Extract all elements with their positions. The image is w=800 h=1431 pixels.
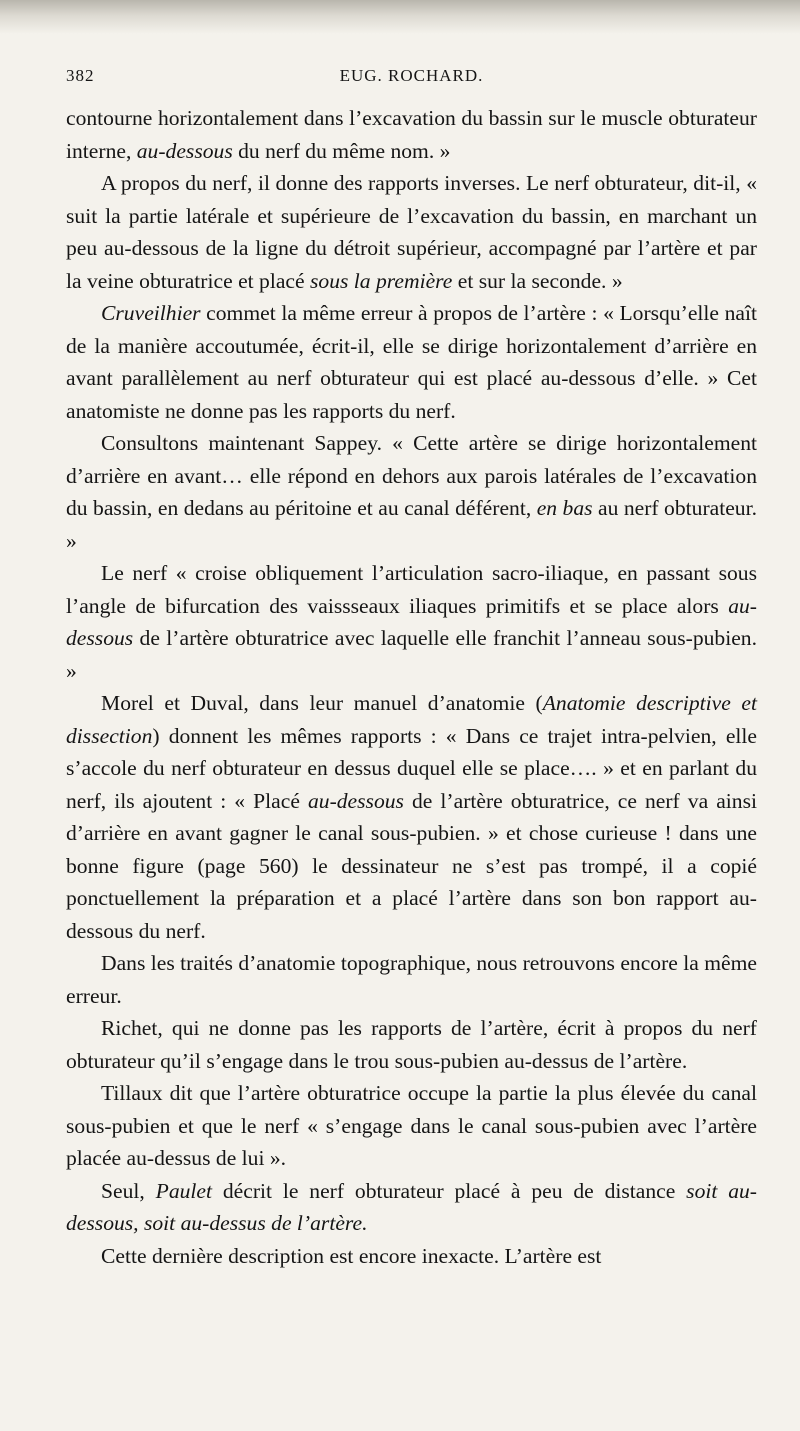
text-segment: et sur la seconde. » [452, 268, 623, 293]
text-segment: du nerf du même nom. » [232, 138, 451, 163]
paragraph [66, 102, 757, 167]
book-page [66, 60, 757, 1272]
italic-text-segment: Anatomie descriptive et dissection [66, 691, 757, 748]
italic-text-segment: au-dessous [136, 138, 233, 163]
text-segment: commet la même erreur à propos de l’artère : « Lorsqu’elle naît de la manière accoutumée, écrit-il, elle se dirige horizontalement d’arrière en avant parallèlement au nerf obturateur qui est placé au-dessous d’elle. » Cet anatomiste ne donne pas les rapports du nerf. [66, 301, 757, 423]
paragraph [66, 167, 757, 297]
paragraph [66, 687, 757, 947]
text-segment: ) donnent les mêmes rapports : « Dans ce trajet intra-pelvien, elle s’accole du nerf obturateur en dessus duquel elle se place…. » et en parlant du nerf, ils ajoutent : « Placé [66, 723, 757, 813]
text-segment: décrit le nerf obturateur placé à peu de distance [212, 1178, 687, 1203]
text-segment: Cette dernière description est encore inexacte. L’artère est [101, 1243, 602, 1268]
text-segment: Seul, [101, 1178, 156, 1203]
italic-text-segment: au-dessous [307, 788, 404, 813]
page-top-shadow [0, 0, 800, 34]
text-segment: au nerf obturateur. » [66, 496, 757, 553]
italic-text-segment: sous la première [310, 268, 453, 293]
text-segment: Tillaux dit que l’artère obturatrice occupe la partie la plus élevée du canal sous-pubien et que le nerf « s’engage dans le canal sous-pubien avec l’artère placée au-dessus de lui ». [66, 1081, 757, 1170]
paragraph [66, 1012, 757, 1077]
text-segment: A propos du nerf, il donne des rapports inverses. Le nerf obturateur, dit-il, « suit la partie latérale et supérieure de l’excavation du bassin, en marchant un peu au-dessous de la ligne du détroit supérieur, accompagné par l’artère et par la veine obturatrice et placé [66, 171, 757, 293]
paragraph [66, 1240, 757, 1273]
italic-text-segment: Cruveilhier [101, 301, 201, 325]
running-header [66, 60, 757, 90]
page-number: 382 [66, 66, 95, 85]
paragraph [66, 427, 757, 557]
text-segment: Morel et Duval, dans leur manuel d’anatomie ( [101, 691, 543, 715]
italic-text-segment: soit au-dessous, soit au-dessus de l’artère. [66, 1178, 758, 1235]
text-segment: Dans les traités d’anatomie topographique, nous retrouvons encore la même erreur. [66, 951, 758, 1008]
paragraph [66, 947, 757, 1012]
text-segment: Richet, qui ne donne pas les rapports de l’artère, écrit à propos du nerf obturateur qu’il s’engage dans le trou sous-pubien au-dessus de l’artère. [66, 1016, 757, 1073]
text-segment: contourne horizontalement dans l’excavation du bassin sur le muscle obturateur interne, [66, 106, 757, 163]
paragraph [66, 1175, 757, 1240]
running-title: EUG. ROCHARD. [339, 66, 484, 85]
paragraph [66, 557, 757, 687]
italic-text-segment: au-dessous [66, 593, 757, 650]
paragraph [66, 1077, 757, 1175]
text-segment: Le nerf « croise obliquement l’articulation sacro-iliaque, en passant sous l’angle de bifurcation des vaissseaux iliaques primitifs et se place alors [66, 561, 757, 618]
text-segment: de l’artère obturatrice avec laquelle elle franchit l’anneau sous-pubien. » [66, 626, 757, 683]
italic-text-segment: Paulet [155, 1178, 213, 1203]
text-segment: Consultons maintenant Sappey. « Cette artère se dirige horizontalement d’arrière en avant… elle répond en dehors aux parois latérales de l’excavation du bassin, en dedans au péritoine et au canal déférent, [66, 431, 757, 520]
italic-text-segment: en bas [536, 496, 593, 520]
paragraph [66, 297, 757, 427]
body-text [66, 102, 757, 1272]
text-segment: de l’artère obturatrice, ce nerf va ainsi d’arrière en avant gagner le canal sous-pubien. » et chose curieuse ! dans une bonne figure (page 560) le dessinateur ne s’est pas trompé, il a copié ponctuellement la préparation et a placé l’artère dans son bon rapport au-dessous du nerf. [66, 788, 758, 943]
